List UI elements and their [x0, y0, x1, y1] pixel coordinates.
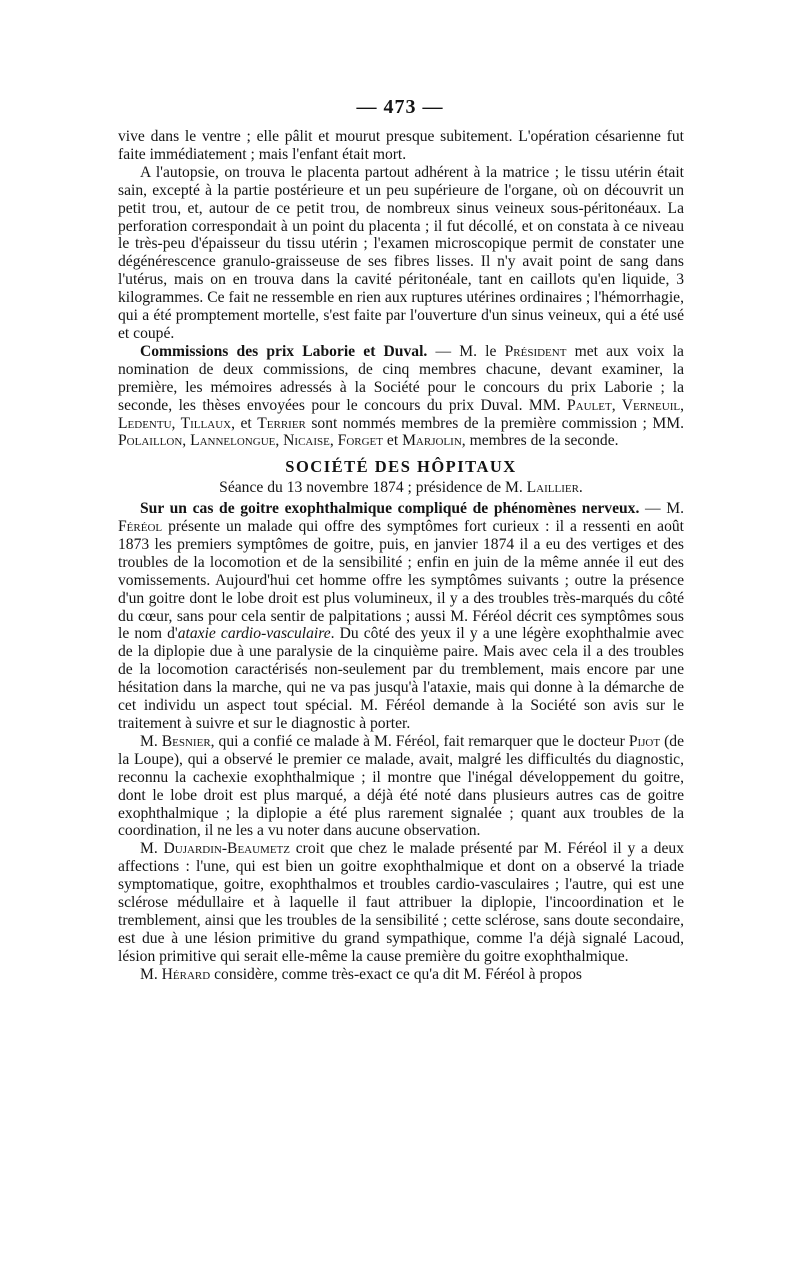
- second-commission-member-last: Marjolin: [402, 432, 462, 450]
- besnier-text-1: , qui a confié ce malade à M. Féréol, fait remarquer que le docteur: [210, 732, 629, 750]
- session-end: .: [578, 479, 583, 497]
- herard-prefix: M.: [140, 965, 162, 983]
- article-text-2: présente un malade qui offre des symptômes fort curieux : il a ressenti en août 1873 les premiers symptômes de goitre, puis, en janvier 1874 il a eu des vertiges et des troubles de la locomotion et de la sensibilité ; enfin en juin de la même année il eut des vomissements. Aujourd'hui cet homme offre les symptômes suivants ; outre la présence d'un goitre dont le lobe droit est plus volumineux, il y a des troubles très-marqués du côté du cœur, sans pour cela sentir de palpitations ; aussi M. Féréol décrit ces symptômes sous le nom d': [118, 518, 684, 643]
- paragraph-continuation: vive dans le ventre ; elle pâlit et mourut presque subitement. L'opération césarienne fut faite immédiatement ; mais l'enfant était mort.: [118, 128, 684, 163]
- herard-name: Hérard: [161, 965, 211, 983]
- first-commission-member-last: Terrier: [257, 414, 306, 432]
- dujardin-text: croit que chez le malade présenté par M. Féréol il y a deux affections : l'une, qui est bien un goitre exophthalmique et dont on a observé la triade symptomatique, goitre, exophthalmos et troubles cardio-vasculaires ; l'autre, qui est une sclérose médullaire et à laquelle il faut attribuer la diplopie, l'incoordination et le tremblement, ainsi que les troubles de la sensibilité ; cette sclérose, sans doute secondaire, est due à une lésion primitive du grand sympathique, comme l'a déjà signalé Lacoud, lésion primitive qui serait elle-même la cause première du goitre exophthalmique.: [118, 840, 684, 965]
- paragraph-herard: [118, 966, 684, 984]
- text-column: [118, 128, 684, 984]
- commissions-text-2: met aux voix la nomination de deux commissions, de cinq membres chacune, devant examiner, la première, les mémoires adressés à la Société pour le concours du prix Laborie ; la seconde, les thèses envoyées pour le concours du prix Duval. MM.: [118, 342, 684, 414]
- article-heading: Sur un cas de goitre exophthalmique compliqué de phénomènes nerveux.: [140, 500, 640, 518]
- section-title: SOCIÉTÉ DES HÔPITAUX: [285, 457, 517, 477]
- paragraph-commissions: [118, 343, 684, 450]
- besnier-text-2: (de la Loupe), qui a observé le premier ce malade, avait, malgré les difficultés du diagnostic, reconnu la cachexie exophthalmique ; il montre que l'inégal développement du goitre, dont le lobe droit est plus marqué, a déjà été noté dans plusieurs autres cas de goitre exophthalmique ; la diplopie a été plus rarement signalée ; quant aux troubles de la coordination, il ne les a vu noter dans aucune observation.: [118, 732, 684, 840]
- besnier-name: Besnier: [161, 732, 211, 750]
- article-text-1: — M.: [639, 500, 685, 518]
- commissions-text-5: et: [383, 432, 403, 450]
- session-president: Laillier: [526, 479, 579, 497]
- paragraph-dujardin: [118, 840, 684, 965]
- president-title: Président: [504, 342, 567, 360]
- commissions-text-1: — M. le: [427, 342, 505, 360]
- commissions-text-6: , membres de la seconde.: [461, 432, 619, 450]
- commissions-text-3: , et: [231, 414, 258, 432]
- italic-term: ataxie cardio-vasculaire: [177, 625, 331, 643]
- commissions-text-4: sont nommés membres de la première commission ; MM.: [305, 414, 685, 432]
- article-speaker: Féréol: [118, 518, 163, 536]
- page-number: — 473 —: [356, 96, 444, 118]
- paragraph-besnier: M. Besnier, qui a confié ce malade à M. Féréol, fait remarquer que le docteur Pijot (de la Loupe), qui a observé le premier ce malade, avait, malgré les difficultés du diagnostic, reconnu la cachexie exophthalmique ; il montre que l'inégal développement du goitre, dont le lobe droit est plus marqué, a déjà été noté dans plusieurs autres cas de goitre exophthalmique ; la diplopie a été plus rarement signalée ; quant aux troubles de la coordination, il ne les a vu noter dans aucune observation.: [118, 732, 684, 840]
- paragraph-autopsy: A l'autopsie, on trouva le placenta partout adhérent à la matrice ; le tissu utérin était sain, excepté à la partie postérieure et un peu supérieure de l'organe, où on découvrit un petit trou, et, autour de ce petit trou, de nombreux sinus veineux sous-péritonéaux. La perforation correspondait à un point du placenta ; il fut décollé, et on constata à ce niveau le très-peu d'épaisseur du tissu utérin ; l'examen microscopique permit de constater une dégénérescence granulo-graisseuse de ses fibres lisses. Il n'y avait point de sang dans l'utérus, mais on en trouva dans la cavité péritonéale, tant en caillots qu'en liquide, 3 kilogrammes. Ce fait ne ressemble en rien aux ruptures utérines ordinaires ; l'hémorrhagie, qui a été promptement mortelle, s'est faite par l'ouverture d'un sinus veineux, qui a été usé et coupé.: [118, 163, 684, 342]
- dujardin-prefix: M.: [140, 840, 164, 858]
- session-line: [118, 479, 684, 497]
- dujardin-name: Dujardin-Beaumetz: [163, 840, 290, 858]
- herard-text: considère, comme très-exact ce qu'a dit M. Féréol à propos: [210, 965, 582, 983]
- paragraph-goitre-case: [118, 500, 684, 733]
- commissions-heading: Commissions des prix Laborie et Duval.: [140, 342, 428, 360]
- session-text: Séance du 13 novembre 1874 ; présidence de M.: [219, 479, 527, 497]
- second-commission-members: Polaillon, Lannelongue, Nicaise, Forget: [118, 432, 383, 450]
- doctor-name: Pijot: [628, 732, 661, 750]
- first-commission-members: Paulet, Verneuil, Ledentu, Tillaux: [118, 396, 684, 432]
- article-text-3: . Du côté des yeux il y a une légère exophthalmie avec de la diplopie due à une paralysie de la cinquième paire. Mais avec cela il a des troubles de la locomotion caractérisés non-seulement par du tremblement, mais encore par une hésitation dans la marche, qui ne va pas jusqu'à l'ataxie, mais qui donne à la démarche de cet individu un aspect tout spécial. M. Féréol demande à la Société son avis sur le traitement à suivre et sur le diagnostic à porter.: [118, 625, 684, 732]
